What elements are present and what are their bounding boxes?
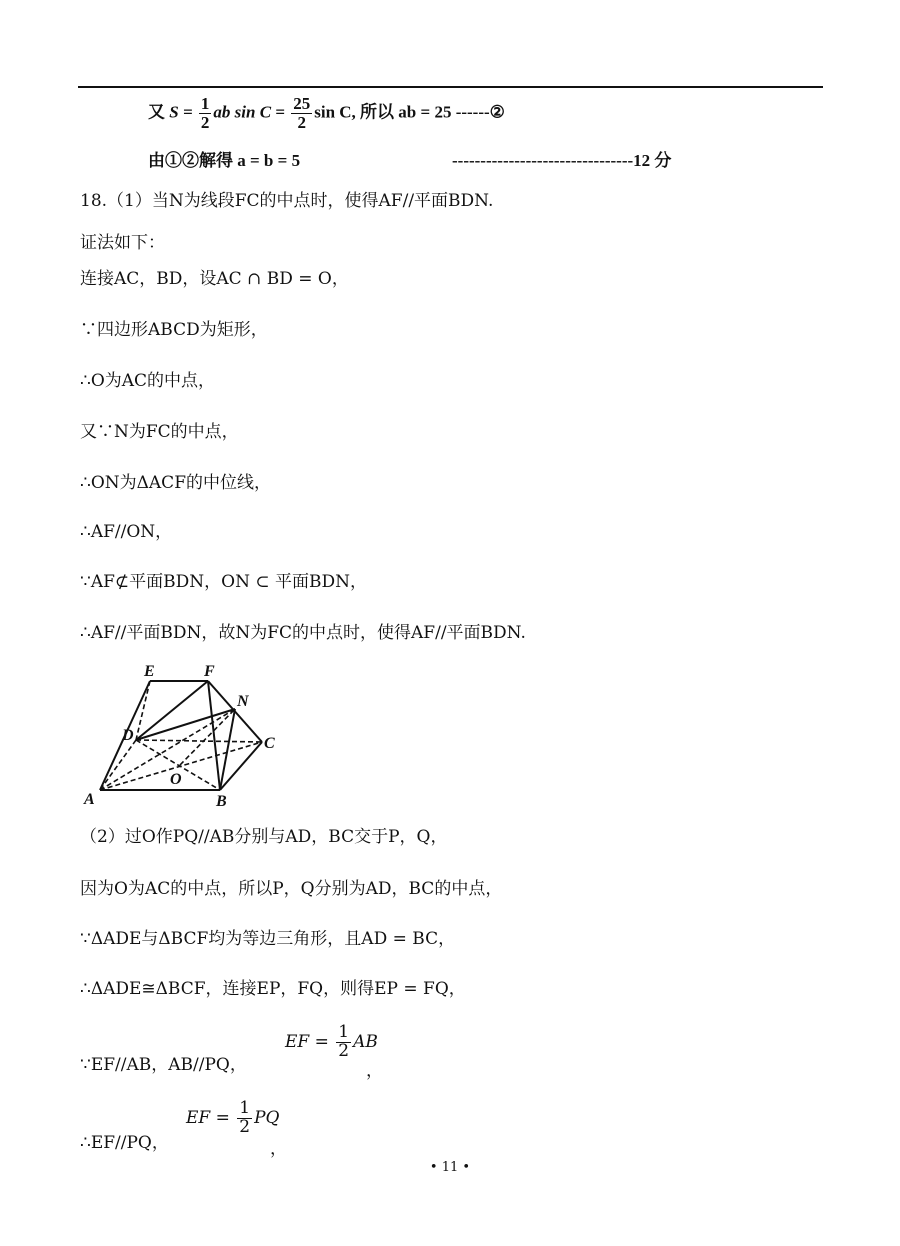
part2-step-5: ∴EF//PQ， — [80, 1133, 169, 1153]
part2-step-3: ∴ΔADE≅ΔBCF，连接EP，FQ，则得EP = FQ， — [80, 979, 466, 999]
part2-step-4-comma: ， — [366, 1061, 383, 1081]
part2-step-4-formula: EF = $\frac{1}{2}$ AB — [285, 1022, 378, 1061]
vertex-label-N: N — [237, 693, 249, 710]
proof-intro: 证法如下： — [80, 233, 165, 253]
edge-BC — [220, 742, 262, 790]
fraction-twentyfive-half: $\frac{25}{2}$ — [293, 94, 311, 132]
question-18-part1-title: 18.（1）当N为线段FC的中点时，使得AF//平面BDN. — [80, 191, 494, 211]
vertex-label-O: O — [170, 771, 182, 788]
part2-step-2: ∵ΔADE与ΔBCF均为等边三角形，且AD = BC， — [80, 929, 456, 949]
proof-step-4: 又∵N为FC的中点， — [80, 422, 239, 442]
fraction-one-half: $\frac{1}{2}$ — [239, 1098, 251, 1137]
vertex-label-A: A — [84, 791, 95, 808]
vertex-label-B: B — [216, 793, 227, 810]
proof-step-5: ∴ON为ΔACF的中位线， — [80, 473, 271, 493]
edge-DC — [136, 740, 262, 742]
vertex-label-D: D — [122, 727, 134, 744]
vertex-label-F: F — [204, 663, 215, 680]
proof-step-1: 连接AC，BD，设AC ∩ BD = O， — [80, 269, 349, 289]
fraction-one-half: $\frac{1}{2}$ — [200, 94, 210, 132]
proof-step-3: ∴O为AC的中点， — [80, 371, 216, 391]
area-formula-line: 又 S = $\frac{1}{2}$ ab sin C = $\frac{25}{2}$ sin C, 所以 ab = 25 ------② — [148, 94, 505, 132]
proof-step-6: ∴AF//ON， — [80, 522, 173, 542]
geometry-figure — [80, 658, 280, 810]
part2-step-5-comma: ， — [270, 1139, 287, 1159]
edge-DA — [100, 740, 136, 790]
solution-line: 由①②解得 a = b = 5 — [148, 151, 301, 170]
vertex-label-E: E — [144, 663, 155, 680]
fraction-one-half: $\frac{1}{2}$ — [338, 1022, 350, 1061]
proof-step-2: ∵四边形ABCD为矩形， — [80, 320, 268, 340]
part2-step-5-formula: EF = $\frac{1}{2}$ PQ — [186, 1098, 280, 1137]
page-number: • 11 • — [429, 1160, 471, 1175]
question-18-part2-title: （2）过O作PQ//AB分别与AD，BC交于P，Q， — [80, 827, 448, 847]
vertex-label-C: C — [264, 735, 275, 752]
part2-step-1: 因为O为AC的中点，所以P，Q分别为AD，BC的中点， — [80, 879, 503, 899]
top-rule — [78, 86, 823, 88]
part2-step-4: ∵EF//AB，AB//PQ， — [80, 1055, 247, 1075]
proof-conclusion: ∴AF//平面BDN，故N为FC的中点时，使得AF//平面BDN. — [80, 623, 526, 643]
proof-step-7: ∵AF⊄平面BDN，ON ⊂ 平面BDN， — [80, 572, 367, 592]
score-marker: --------------------------------12 分 — [452, 151, 672, 170]
